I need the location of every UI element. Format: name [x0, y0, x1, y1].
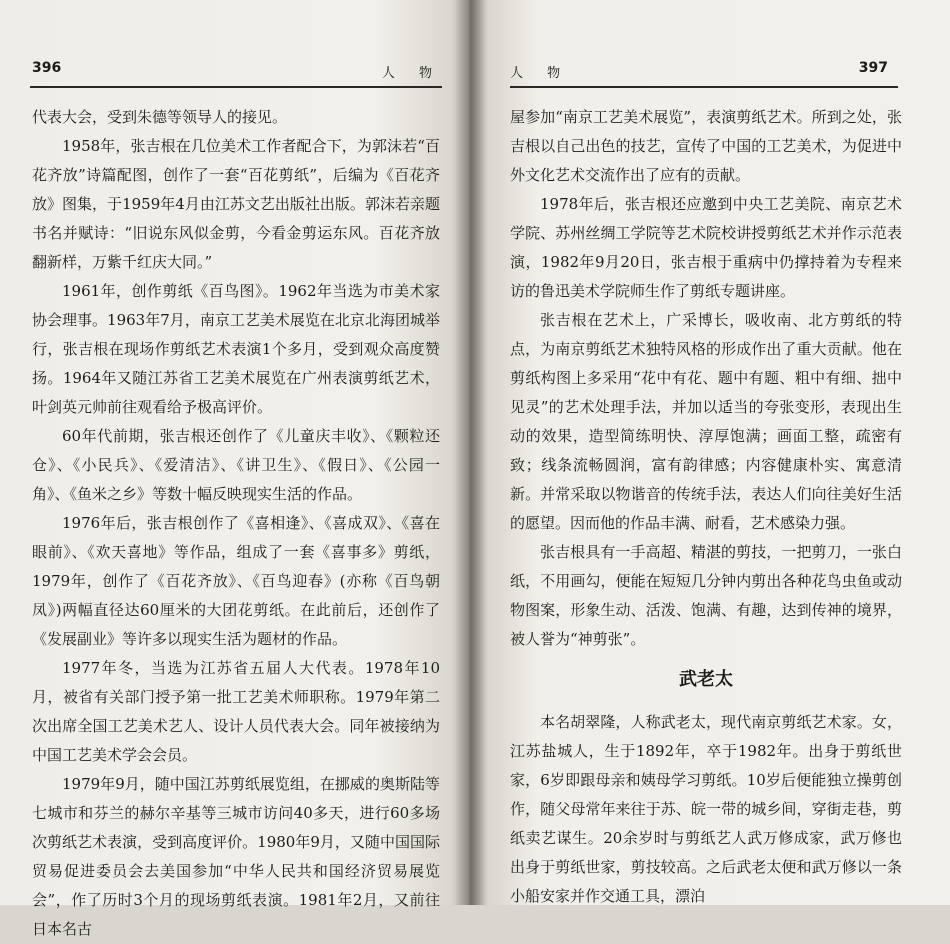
left-section-title: 人 物 [381, 66, 442, 81]
paragraph: 张吉根在艺术上，广采博长，吸收南、北方剪纸的特点，为南京剪纸艺术独特风格的形成作出了重大贡献。他在剪纸构图上多采用“花中有花、题中有题、粗中有细、拙中见灵”的艺术处理手法，并加以适当的夸张变形，表现出生动的效果，造型简练明快、淳厚饱满；画面工整，疏密有致；线条流畅圆润，富有韵律感；内容健康朴实、寓意清新。并常采取以物谐音的传统手法，表达人们向往美好生活的愿望。因而他的作品丰满、耐看，艺术感染力强。 [510, 311, 902, 532]
right-section-title: 人 物 [510, 66, 571, 81]
paragraph: 1977年冬，当选为江苏省五届人大代表。1978年10月，被省有关部门授予第一批工艺美术师职称。1979年第二次出席全国工艺美术艺人、设计人员代表大会。同年被接纳为中国工艺美术学会会员。 [32, 659, 440, 764]
right-page-number: 397 [858, 60, 888, 76]
paragraph: 1978年后，张吉根还应邀到中央工艺美院、南京艺术学院、苏州丝绸工学院等艺术院校讲授剪纸艺术并作示范表演，1982年9月20日，张吉根于重病中仍撑持着为专程来访的鲁迅美术学院师生作了剪纸专题讲座。 [510, 195, 902, 300]
left-page-number: 396 [32, 60, 62, 76]
paragraph: 1961年，创作剪纸《百鸟图》。1962年当选为市美术家协会理事。1963年7月，南京工艺美术展览在北京北海团城举行，张吉根在现场作剪纸艺术表演1个多月，受到观众高度赞扬。1964年又随江苏省工艺美术展览在广州表演剪纸艺术，叶剑英元帅前往观看给予极高评价。 [32, 282, 440, 416]
right-page-header [510, 58, 898, 88]
left-page [0, 0, 470, 938]
paragraph: 1976年后，张吉根创作了《喜相逢》、《喜成双》、《喜在眼前》、《欢天喜地》等作品，组成了一套《喜事多》剪纸，1979年，创作了《百花齐放》、《百鸟迎春》(亦称《百鸟朝凤》)两幅直径达60厘米的大团花剪纸。在此前后，还创作了《发展副业》等许多以现实生活为题材的作品。 [32, 514, 440, 648]
paragraph: 屋参加“南京工艺美术展览”，表演剪纸艺术。所到之处，张吉根以自己出色的技艺，宣传了中国的工艺美术，为促进中外文化艺术交流作出了应有的贡献。 [510, 108, 902, 184]
right-page-body [510, 103, 902, 911]
paragraph: 张吉根具有一手高超、精湛的剪技，一把剪刀，一张白纸，不用画勾，便能在短短几分钟内剪出各种花鸟虫鱼或动物图案，形象生动、活泼、饱满、有趣，达到传神的境界，被人誉为“神剪张”。 [510, 543, 902, 648]
left-page-body [32, 103, 440, 944]
paragraph: 1958年，张吉根在几位美术工作者配合下，为郭沫若“百花齐放”诗篇配图，创作了一套“百花剪纸”，后编为《百花齐放》图集，于1959年4月由江苏文艺出版社出版。郭沫若亲题书名并赋诗：“旧说东风似金剪，今看金剪运东风。百花齐放翻新样，万紫千红庆大同。” [32, 137, 440, 271]
paragraph: 60年代前期，张吉根还创作了《儿童庆丰收》、《颗粒还仓》、《小民兵》、《爱清洁》、《讲卫生》、《假日》、《公园一角》、《鱼米之乡》等数十幅反映现实生活的作品。 [32, 427, 440, 503]
right-page [470, 0, 950, 905]
paragraph: 1979年9月，随中国江苏剪纸展览组，在挪威的奥斯陆等七城市和芬兰的赫尔辛基等三城市访问40多天，进行60多场次剪纸艺术表演，受到高度评价。1980年9月，又随中国国际贸易促进委员会去美国参加“中华人民共和国经济贸易展览会”，作了历时3个月的现场剪纸表演。1981年2月，又前往日本名古 [32, 775, 440, 938]
book-gutter-shadow [452, 0, 486, 905]
paragraph: 本名胡翠隆，人称武老太，现代南京剪纸艺术家。女，江苏盐城人，生于1892年，卒于1982年。出身于剪纸世家，6岁即跟母亲和姨母学习剪纸。10岁后便能独立操剪创作，随父母常年来往于苏、皖一带的城乡间，穿街走巷，剪纸卖艺谋生。20余岁时与剪纸艺人武万修成家，武万修也出身于剪纸世家，剪技较高。之后武老太便和武万修以一条小船安家并作交通工具，漂泊 [510, 713, 902, 905]
paragraph: 代表大会，受到朱德等领导人的接见。 [32, 108, 288, 126]
left-page-header [30, 58, 442, 88]
entry-heading: 武老太 [679, 669, 733, 690]
